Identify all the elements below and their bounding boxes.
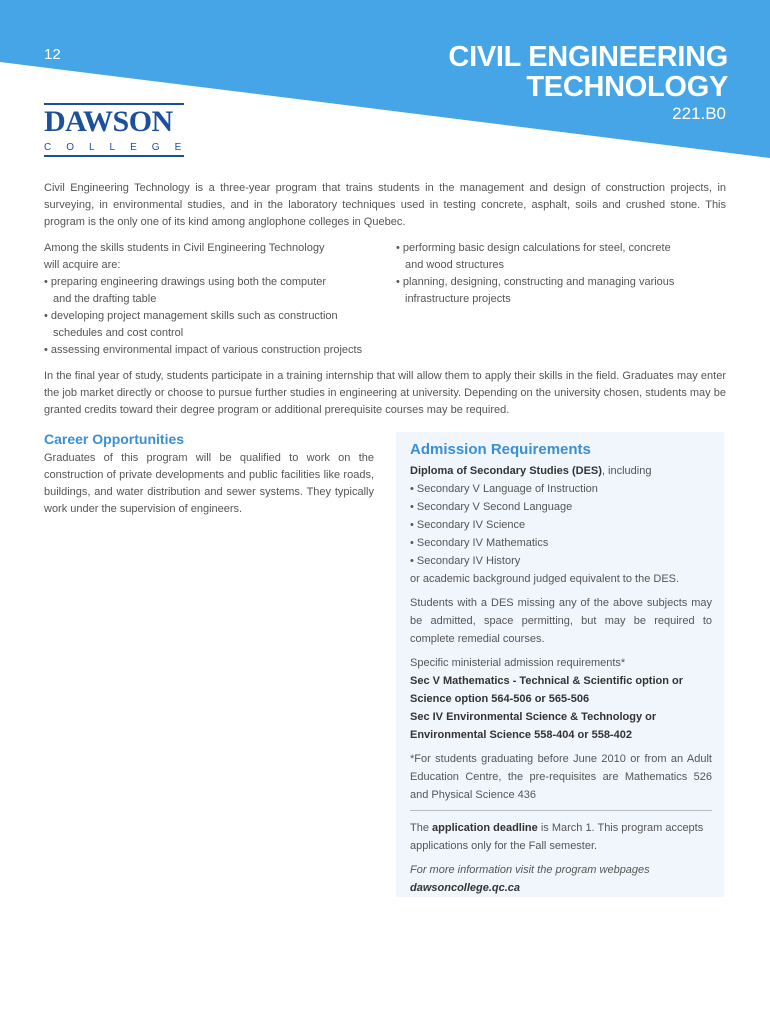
skills-right-column (396, 240, 716, 308)
deadline-note (410, 819, 712, 855)
divider (410, 810, 712, 811)
program-code: 221.B0 (672, 104, 726, 123)
skill-item: • preparing engineering drawings using both the computer (44, 276, 327, 288)
skill-item: • assessing environmental impact of various construction projects (44, 344, 363, 356)
logo-main: DAWSON (44, 105, 173, 138)
des-bold: Diploma of Secondary Studies (DES) (410, 465, 602, 477)
title-line-2: TECHNOLOGY (526, 71, 728, 103)
career-heading: Career Opportunities (44, 431, 185, 447)
des-rest: , including (601, 465, 652, 477)
logo-rule (44, 155, 184, 157)
des-line (410, 462, 712, 480)
deadline-bold: application deadline (432, 822, 538, 834)
skill-item-cont: and the drafting table (53, 293, 157, 305)
subject-item: • Secondary IV Science (410, 519, 526, 531)
equivalent-note: or academic background judged equivalent to the DES. (410, 573, 680, 585)
admission-body (410, 462, 712, 897)
skills-intro: Among the skills students in Civil Engineering Technology (44, 242, 325, 254)
missing-note: Students with a DES missing any of the above subjects may be admitted, space permitting, but may be required to complete remedial courses. (410, 597, 712, 645)
specific-item: Sec V Mathematics - Technical & Scientific option or (410, 675, 684, 687)
skills-intro: will acquire are: (44, 259, 121, 271)
specific-item: Science option 564-506 or 565-506 (410, 693, 590, 705)
skill-item: • planning, designing, constructing and managing various (396, 276, 675, 288)
admission-box (396, 432, 724, 897)
footnote: *For students graduating before June 2010 or from an Adult Education Centre, the pre-requisites are Mathematics 526 and Physical Science 436 (410, 753, 712, 801)
deadline-post: is March 1. This program accepts applications only for the Fall semester. (410, 822, 704, 852)
logo-sub: COLLEGE (44, 142, 197, 153)
subject-item: • Secondary V Second Language (410, 501, 573, 513)
skill-item: • performing basic design calculations for steel, concrete (396, 242, 671, 254)
dawson-logo (44, 103, 197, 157)
intro-paragraph: Civil Engineering Technology is a three-year program that trains students in the management and design of construction projects, in surveying, in environmental studies, and in the laboratory techniques used in testing concrete, asphalt, soils and crushed stone. This program is the only one of its kind among anglophone colleges in Quebec. (44, 182, 726, 228)
final-year-paragraph: In the final year of study, students participate in a training internship that will allow them to apply their skills in the field. Graduates may enter the job market directly or choose to pursue further studies in engineering at university. Depending on the university chosen, students may be granted credits toward their degree program or additional prerequisite courses may be required. (44, 370, 726, 416)
skill-item-cont: and wood structures (405, 259, 505, 271)
page-title (448, 42, 728, 102)
admission-heading: Admission Requirements (410, 441, 591, 458)
skill-item-cont: schedules and cost control (53, 327, 184, 339)
specific-label: Specific ministerial admission requirements* (410, 657, 626, 669)
page-number: 12 (44, 46, 61, 63)
more-info: For more information visit the program webpages (410, 864, 650, 876)
subject-item: • Secondary IV Mathematics (410, 537, 549, 549)
title-line-1: CIVIL ENGINEERING (448, 41, 728, 73)
skills-left-column (44, 240, 384, 359)
subject-item: • Secondary IV History (410, 555, 521, 567)
career-paragraph: Graduates of this program will be qualified to work on the construction of private developments and public facilities like roads, buildings, and water distribution and sewer systems. They typically work under the supervision of engineers. (44, 452, 374, 515)
specific-item: Environmental Science 558-404 or 558-402 (410, 729, 632, 741)
deadline-pre: The (410, 822, 433, 834)
specific-item: Sec IV Environmental Science & Technology or (410, 711, 657, 723)
skill-item: • developing project management skills such as construction (44, 310, 338, 322)
skill-item-cont: infrastructure projects (405, 293, 511, 305)
subject-item: • Secondary V Language of Instruction (410, 483, 598, 495)
website-link[interactable]: dawsoncollege.qc.ca (410, 882, 521, 894)
